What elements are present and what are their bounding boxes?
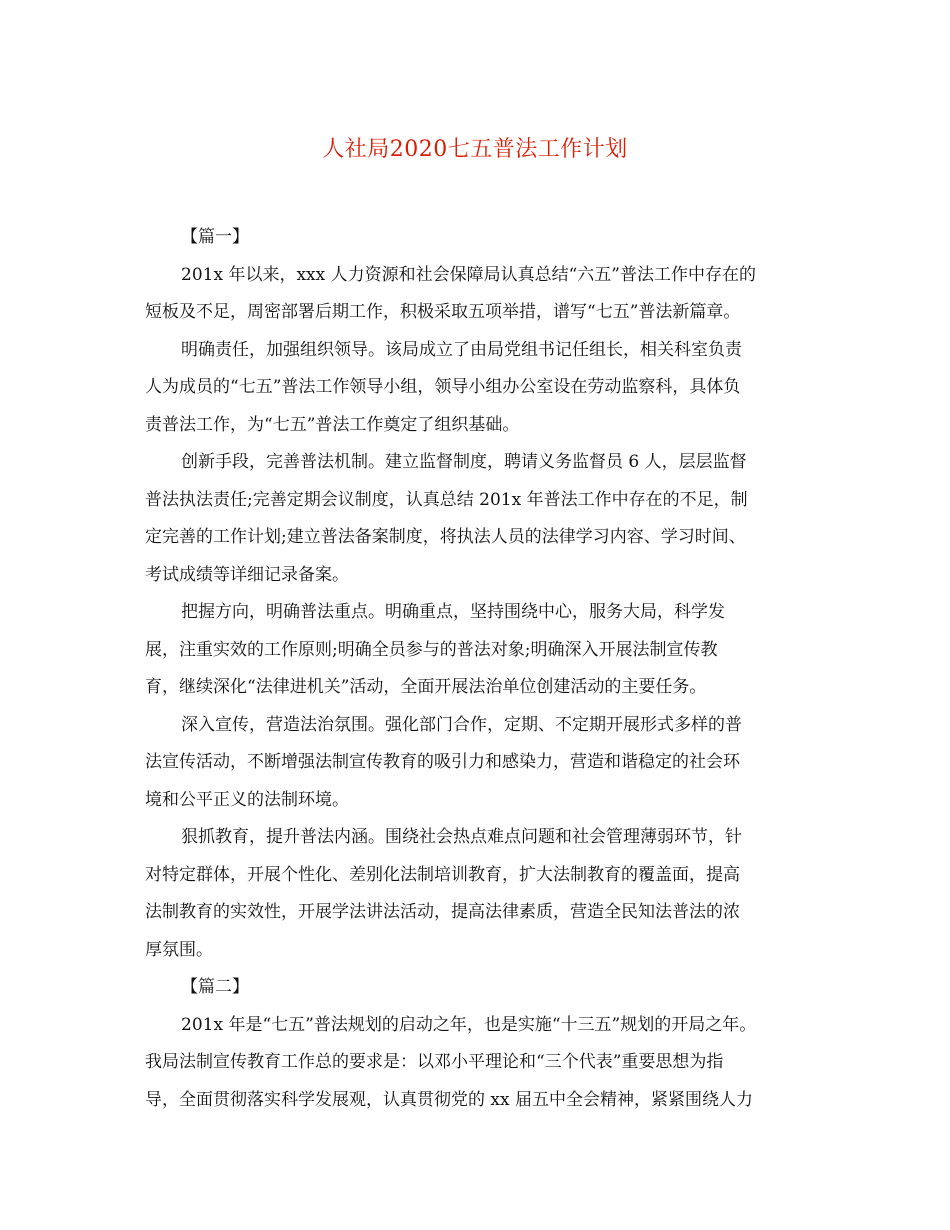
text-line: 201x 年以来，xxx 人力资源和社会保障局认真总结“六五”普法工作中存在的 <box>181 264 756 285</box>
text-line: 考试成绩等详细记录备案。 <box>145 564 349 585</box>
text-line: 展，注重实效的工作原则;明确全员参与的普法对象;明确深入开展法制宣传教 <box>145 639 718 660</box>
text-line: 把握方向，明确普法重点。明确重点，坚持围绕中心，服务大局，科学发 <box>181 602 725 622</box>
text-line: 厚氛围。 <box>145 939 213 960</box>
text-line: 法宣传活动，不断增强法制宣传教育的吸引力和感染力，营造和谐稳定的社会环 <box>145 752 740 772</box>
text-line: 普法执法责任;完善定期会议制度，认真总结 201x 年普法工作中存在的不足，制 <box>145 489 748 510</box>
document-body <box>145 219 815 1119</box>
text-line: 【篇一】 <box>181 227 249 247</box>
text-line: 【篇二】 <box>181 977 249 997</box>
page-title: 人社局2020七五普法工作计划 <box>322 137 628 162</box>
text-line: 导，全面贯彻落实科学发展观，认真贯彻党的 xx 届五中全会精神，紧紧围绕人力 <box>145 1089 753 1110</box>
text-line: 明确责任，加强组织领导。该局成立了由局党组书记任组长，相关科室负责 <box>181 339 742 360</box>
text-line: 创新手段，完善普法机制。建立监督制度，聘请义务监督员 6 人，层层监督 <box>181 452 747 472</box>
text-line: 深入宣传，营造法治氛围。强化部门合作，定期、不定期开展形式多样的普 <box>181 714 742 735</box>
text-line: 人为成员的“七五”普法工作领导小组，领导小组办公室设在劳动监察科，具体负 <box>145 377 741 397</box>
text-line: 短板及不足，周密部署后期工作，积极采取五项举措，谱写“七五”普法新篇章。 <box>145 302 741 322</box>
text-line: 责普法工作，为“七五”普法工作奠定了组织基础。 <box>145 414 520 435</box>
text-line: 对特定群体，开展个性化、差别化法制培训教育，扩大法制教育的覆盖面，提高 <box>145 864 740 885</box>
text-line: 育，继续深化“法律进机关”活动，全面开展法治单位创建活动的主要任务。 <box>145 677 707 697</box>
text-line: 法制教育的实效性，开展学法讲法活动，提高法律素质，营造全民知法普法的浓 <box>145 902 740 922</box>
text-line: 201x 年是“七五”普法规划的启动之年，也是实施“十三五”规划的开局之年。 <box>181 1014 757 1035</box>
text-line: 我局法制宣传教育工作总的要求是：以邓小平理论和“三个代表”重要思想为指 <box>145 1052 724 1072</box>
text-line: 境和公平正义的法制环境。 <box>145 789 349 810</box>
text-line: 定完善的工作计划;建立普法备案制度，将执法人员的法律学习内容、学习时间、 <box>145 527 746 547</box>
text-line: 狠抓教育，提升普法内涵。围绕社会热点难点问题和社会管理薄弱环节，针 <box>181 827 742 847</box>
